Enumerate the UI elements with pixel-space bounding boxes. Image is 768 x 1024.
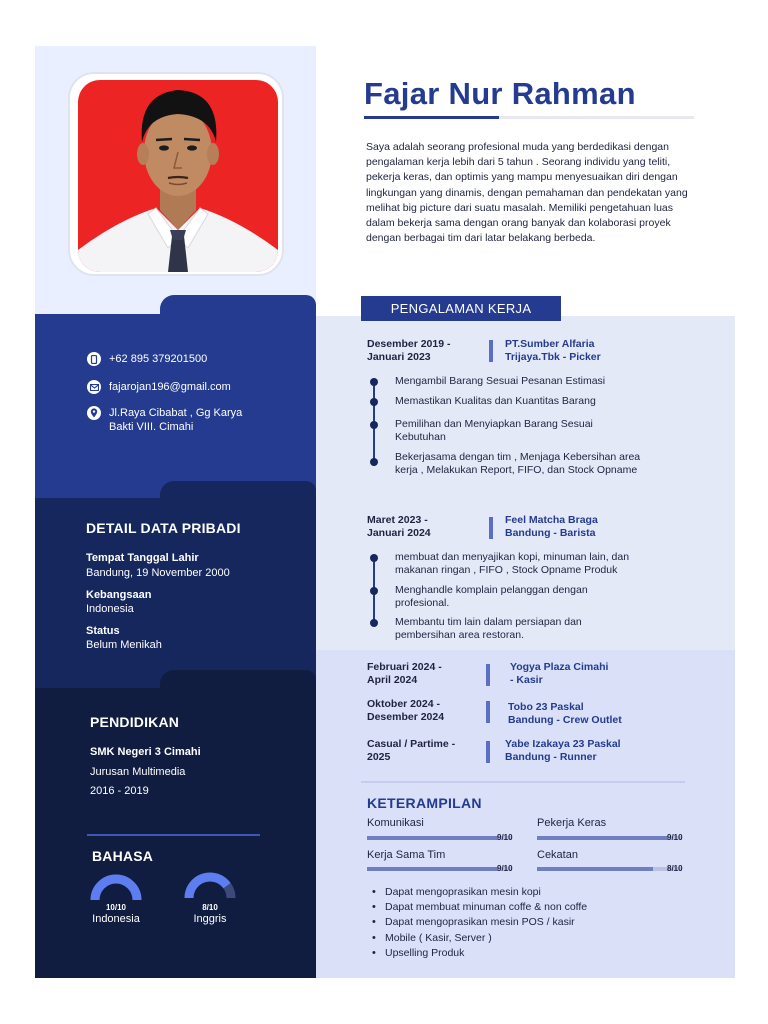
status-value: Belum Menikah bbox=[86, 639, 162, 651]
job-2-company-line-1: Feel Matcha Braga bbox=[505, 514, 598, 526]
language-gauge-inggris bbox=[184, 872, 236, 898]
education-years: 2016 - 2019 bbox=[90, 785, 149, 797]
job-2-company bbox=[505, 514, 598, 540]
job-4-marker bbox=[486, 701, 490, 723]
job-2-task-2-dot bbox=[370, 587, 378, 595]
phone-text: +62 895 379201500 bbox=[109, 353, 208, 365]
personal-title: DETAIL DATA PRIBADI bbox=[86, 520, 241, 536]
skill-3-bar bbox=[367, 867, 512, 871]
skills-title: KETERAMPILAN bbox=[367, 795, 482, 811]
job-2-date-end: Januari 2024 bbox=[367, 527, 431, 539]
nationality-label: Kebangsaan bbox=[86, 589, 152, 601]
skills-bullet-list bbox=[385, 885, 587, 961]
skill-4-score: 8/10 bbox=[667, 864, 683, 873]
job-1-company-line-2: Trijaya.Tbk - Picker bbox=[505, 351, 601, 363]
job-1-date bbox=[367, 338, 450, 364]
job-2-task-1-dot bbox=[370, 554, 378, 562]
job-3-date bbox=[367, 661, 442, 687]
name-underline-accent bbox=[364, 116, 499, 119]
contact-email[interactable] bbox=[87, 380, 231, 394]
education-title: PENDIDIKAN bbox=[90, 714, 180, 730]
nationality-value: Indonesia bbox=[86, 603, 134, 615]
profile-summary: Saya adalah seorang profesional muda yang berdedikasi dengan pengalaman kerja lebih dari 5 tahun . Seorang individu yang teliti, pekerja keras, dan optimis yang mampu menyesuaikan diri dengan lingkungan yang dinamis, dengan pemahaman dan pendekatan yang melihat big picture dari suatu masalah. Memiliki pengetahuan luas dalam bekerja sama dengan orang banyak dan kolaborasi proyek dengan berbagai tim dari latar belakang berbeda. bbox=[366, 141, 688, 245]
job-3-company bbox=[510, 661, 608, 687]
job-5-marker bbox=[486, 741, 490, 763]
skill-bullet-4: • Mobile ( Kasir, Server ) bbox=[385, 931, 587, 946]
profile-photo bbox=[78, 80, 278, 272]
job-1-task-3-dot bbox=[370, 421, 378, 429]
job-1-date-end: Januari 2023 bbox=[367, 351, 431, 363]
email-icon bbox=[87, 380, 101, 394]
job-2-marker bbox=[489, 517, 493, 539]
gauge-fill bbox=[189, 877, 227, 898]
job-2-company-line-2: Bandung - Barista bbox=[505, 527, 596, 539]
job-5-date-end: 2025 bbox=[367, 751, 391, 763]
left-top-panel bbox=[35, 46, 316, 316]
birth-value: Bandung, 19 November 2000 bbox=[86, 567, 230, 579]
job-1-company-line-1: PT.Sumber Alfaria bbox=[505, 338, 595, 350]
experience-title: PENGALAMAN KERJA bbox=[361, 296, 561, 321]
email-text: fajarojan196@gmail.com bbox=[109, 381, 231, 393]
job-3-company-line-2: - Kasir bbox=[510, 674, 543, 686]
contact-address bbox=[87, 406, 242, 434]
job-4-company-line-2: Bandung - Crew Outlet bbox=[508, 714, 622, 726]
job-1-task-2-dot bbox=[370, 398, 378, 406]
address-line-2: Bakti VIII. Cimahi bbox=[109, 421, 194, 433]
skills-divider bbox=[361, 781, 685, 783]
skill-3-score: 9/10 bbox=[497, 864, 513, 873]
skill-bullet-2: • Dapat membuat minuman coffe & non coffe bbox=[385, 900, 587, 915]
birth-label: Tempat Tanggal Lahir bbox=[86, 552, 199, 564]
skill-2-name: Pekerja Keras bbox=[537, 817, 607, 829]
skill-bullet-3: • Dapat mengoprasikan mesin POS / kasir bbox=[385, 915, 587, 930]
skill-2-bar-fill bbox=[537, 836, 668, 840]
job-1-task-4-dot bbox=[370, 458, 378, 466]
job-1-task-4: Bekerjasama dengan tim , Menjaga Kebersihan area kerja , Melakukan Report, FIFO, dan Stock Opname bbox=[395, 451, 641, 476]
skill-3-name: Kerja Sama Tim bbox=[367, 849, 446, 861]
job-4-date-end: Desember 2024 bbox=[367, 711, 445, 723]
contact-phone[interactable] bbox=[87, 352, 207, 366]
job-1-task-1-dot bbox=[370, 378, 378, 386]
phone-icon bbox=[87, 352, 101, 366]
job-3-marker bbox=[486, 664, 490, 686]
job-3-date-end: April 2024 bbox=[367, 674, 418, 686]
job-2-task-3-dot bbox=[370, 619, 378, 627]
skill-2-bar bbox=[537, 836, 682, 840]
skill-1-name: Komunikasi bbox=[367, 817, 424, 829]
skill-4-bar-fill bbox=[537, 867, 653, 871]
cv-page bbox=[35, 46, 735, 978]
job-2-date-start: Maret 2023 - bbox=[367, 514, 428, 526]
skill-1-bar bbox=[367, 836, 512, 840]
job-1-date-start: Desember 2019 - bbox=[367, 338, 451, 350]
job-4-date-start: Oktober 2024 - bbox=[367, 698, 440, 710]
skill-4-name: Cekatan bbox=[537, 849, 578, 861]
skill-4-bar bbox=[537, 867, 682, 871]
job-4-company-line-1: Tobo 23 Paskal bbox=[508, 701, 584, 713]
job-5-company-line-2: Bandung - Runner bbox=[505, 751, 597, 763]
job-2-task-1: membuat dan menyajikan kopi, minuman lain, dan makanan ringan , FIFO , Stock Opname Produk bbox=[395, 551, 630, 576]
job-3-date-start: Februari 2024 - bbox=[367, 661, 442, 673]
language-gauge-indonesia bbox=[90, 874, 142, 900]
skill-bullet-1: • Dapat mengoprasikan mesin kopi bbox=[385, 885, 587, 900]
skill-2-score: 9/10 bbox=[667, 833, 683, 842]
skill-3-bar-fill bbox=[367, 867, 498, 871]
job-1-task-1: Mengambil Barang Sesuai Pesanan Estimasi bbox=[395, 375, 606, 387]
school-name: SMK Negeri 3 Cimahi bbox=[90, 746, 201, 758]
skill-bullet-5: • Upselling Produk bbox=[385, 946, 587, 961]
job-4-date bbox=[367, 698, 444, 724]
skill-1-bar-fill bbox=[367, 836, 498, 840]
job-1-task-3: Pemilihan dan Menyiapkan Barang Sesuai Kebutuhan bbox=[395, 418, 593, 443]
language-title: BAHASA bbox=[92, 848, 154, 864]
skill-1-score: 9/10 bbox=[497, 833, 513, 842]
job-1-company bbox=[505, 338, 601, 364]
language-score-indonesia: 10/10 bbox=[105, 903, 127, 912]
profile-photo-frame bbox=[68, 72, 284, 276]
education-major: Jurusan Multimedia bbox=[90, 766, 186, 778]
job-1-task-2: Memastikan Kualitas dan Kuantitas Barang bbox=[395, 395, 596, 407]
language-name-indonesia: Indonesia bbox=[92, 913, 140, 925]
full-name: Fajar Nur Rahman bbox=[364, 76, 636, 111]
language-name-inggris: Inggris bbox=[193, 913, 227, 925]
job-2-task-2: Menghandle komplain pelanggan dengan profesional. bbox=[395, 584, 588, 609]
gauge-fill bbox=[95, 879, 137, 900]
job-4-company bbox=[508, 701, 622, 727]
job-2-task-3: Membantu tim lain dalam persiapan dan pembersihan area restoran. bbox=[395, 616, 582, 641]
job-5-date-start: Casual / Partime - bbox=[367, 738, 456, 750]
job-1-marker bbox=[489, 340, 493, 362]
location-pin-icon bbox=[87, 406, 101, 420]
language-score-inggris: 8/10 bbox=[202, 903, 218, 912]
contact-panel bbox=[35, 314, 316, 499]
address-line-1: Jl.Raya Cibabat , Gg Karya bbox=[109, 407, 243, 419]
job-3-company-line-1: Yogya Plaza Cimahi bbox=[510, 661, 609, 673]
left-divider bbox=[87, 834, 260, 836]
education-panel bbox=[35, 688, 316, 978]
job-5-company-line-1: Yabe Izakaya 23 Paskal bbox=[505, 738, 621, 750]
job-5-company bbox=[505, 738, 621, 764]
job-5-date bbox=[367, 738, 455, 764]
status-label: Status bbox=[86, 625, 120, 637]
job-2-date bbox=[367, 514, 431, 540]
